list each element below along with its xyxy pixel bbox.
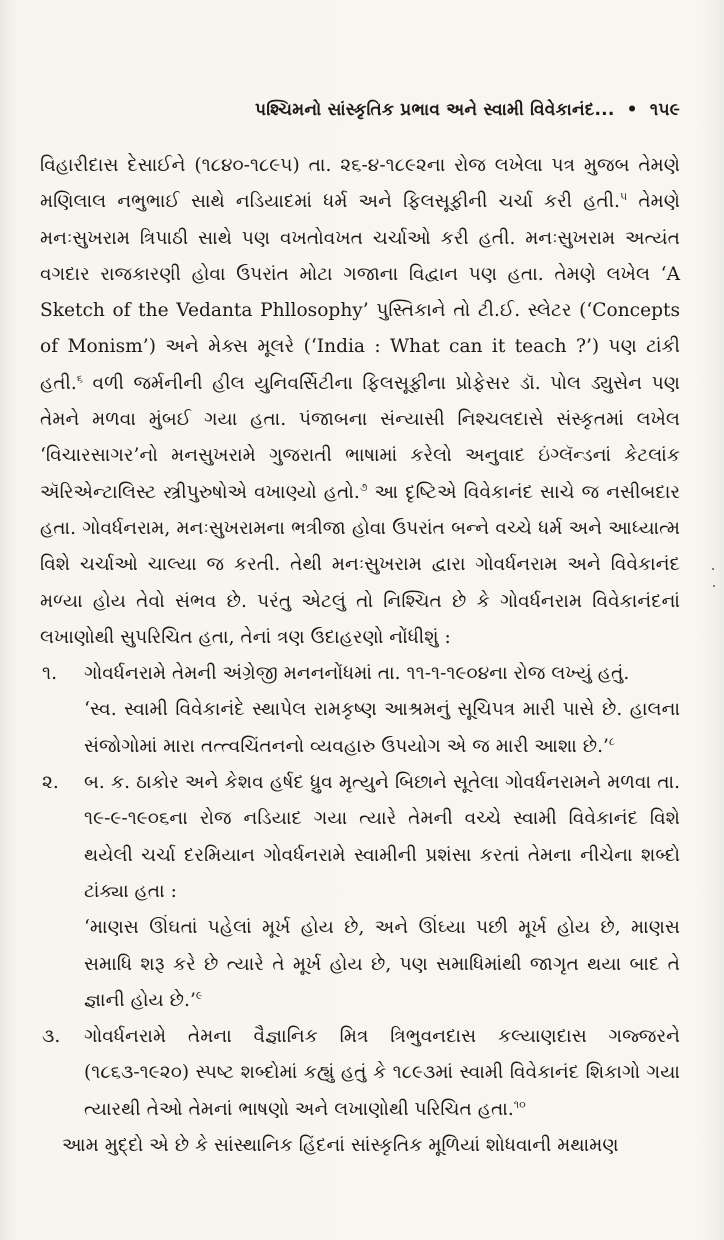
page-speck — [712, 568, 714, 570]
intro-text-1: વિહારીદાસ દેસાઈને (૧૮૪૦-૧૮૯૫) તા. ૨૬-૪-૧૮૯૨ના રોજ લખેલા પત્ર મુજબ તેમણે મણિલાલ નભુભાઈ સાથે નડિયાદમાં ધર્મ અને ફિલસૂફીની ચર્ચા કરી હતી. — [40, 155, 680, 213]
intro-text-4: આ દૃષ્ટિએ વિવેકાનંદ સાચે જ નસીબદાર હતા. ગોવર્ધનરામ, મનઃસુખરામના ભત્રીજા હોવા ઉપરાંત બન્ને વચ્ચે ધર્મ અને આધ્યાત્મ વિશે ચર્ચાઓ ચાલ્યા જ કરતી. તેથી મનઃસુખરામ દ્વારા ગોવર્ધનરામ અને વિવેકાનંદ મળ્યા હોય તેવો સંભવ છે. પરંતુ એટલું તો નિશ્ચિત છે કે ગોવર્ધનરામ વિવેકાનંદનાં લખાણોથી સુપરિચિત હતા, તેનાં ત્રણ ઉદાહરણો નોંધીશું : — [40, 481, 680, 648]
quote-text: ‘સ્વ. સ્વામી વિવેકાનંદે સ્થાપેલ રામકૃષ્ણ આશ્રમનું સૂચિપત્ર મારી પાસે છે. હાલના સંજોગોમાં મારા તત્ત્વચિંતનનો વ્યવહારુ ઉપયોગ એ જ મારી આશા છે.’ — [84, 699, 680, 757]
page-number: ૧૫૯ — [649, 100, 680, 120]
list-item — [40, 1019, 680, 1128]
quote-text: ‘માણસ ઊંઘતાં પહેલાં મૂર્ખ હોય છે, અને ઊંઘ્યા પછી મૂર્ખ હોય છે, માણસ સમાધિ શરૂ કરે છે ત્યારે તે મૂર્ખ હોય છે, પણ સમાધિમાંથી જાગૃત થયા બાદ તે જ્ઞાની હોય છે.’ — [84, 917, 680, 1011]
list-item-text — [84, 1019, 680, 1128]
list-item — [40, 656, 680, 765]
intro-text-2: તેમણે મનઃસુખરામ ત્રિપાઠી સાથે પણ વખતોવખત ચર્ચાઓ કરી હતી. મનઃસુખરામ અત્યંત વગદાર રાજકારણી હોવા ઉપરાંત મોટા ગજાના વિદ્વાન પણ હતા. તેમણે લખેલ ‘A Sketch of the Vedanta Phllosophy’ પુસ્તિકાને તો ટી.ઈ. સ્લેટર (‘Concepts of Monism’) અને મેક્સ મૂલરે (‘India : What can it teach ?’) પણ ટાંકી હતી. — [40, 191, 680, 394]
header-bullet: • — [626, 100, 638, 120]
closing-paragraph: આમ મુદ્દો એ છે કે સાંસ્થાનિક હિંદનાં સાંસ્કૃતિક મૂળિયાં શોધવાની મથામણ — [62, 1135, 619, 1157]
footnote-ref-5: ૫ — [619, 190, 628, 204]
page-speck — [713, 585, 715, 587]
list-item — [40, 765, 680, 1019]
list-number: ૩. — [42, 1026, 61, 1048]
footnote-ref-10: ૧૦ — [513, 1097, 526, 1111]
intro-text-3: વળી જર્મનીની હીલ યુનિવર્સિટીના ફિલસૂફીના પ્રોફેસર ડૉ. પોલ ડ્યુસેન પણ તેમને મળવા મુંબઈ ગયા હતા. પંજાબના સંન્યાસી નિશ્ચલદાસે સંસ્કૃતમાં લખેલ ‘વિચારસાગર’નો મનસુખરામે ગુજરાતી ભાષામાં કરેલો અનુવાદ ઇંગ્લૅન્ડનાં કેટલાંક ઍરિએન્ટાલિસ્ટ સ્ત્રીપુરુષોએ વખાણ્યો હતો. — [40, 372, 680, 503]
list-item-body: ગોવર્ધનરામે તેમના વૈજ્ઞાનિક મિત્ર ત્રિભુવનદાસ કલ્યાણદાસ ગજ્જરને (૧૮૬૩-૧૯૨૦) સ્પષ્ટ શબ્દોમાં કહ્યું હતું કે ૧૮૯૩માં સ્વામી વિવેકાનંદ શિકાગો ગયા ત્યારથી તેઓ તેમનાં ભાષણો અને લખાણોથી પરિચિત હતા. — [84, 1026, 680, 1120]
header-title: પશ્ચિમનો સાંસ્કૃતિક પ્રભાવ અને સ્વામી વિવેકાનંદ... — [255, 100, 615, 120]
intro-paragraph — [40, 148, 680, 656]
list-number: ૨. — [42, 772, 59, 794]
list-item-text: બ. ક. ઠાકોર અને કેશવ હર્ષદ ધ્રુવ મૃત્યુને બિછાને સૂતેલા ગોવર્ધનરામને મળવા તા. ૧૯-૯-૧૯૦૬ના રોજ નડિયાદ ગયા ત્યારે તેમની વચ્ચે સ્વામી વિવેકાનંદ વિશે થયેલી ચર્ચા દરમિયાન ગોવર્ધનરામે સ્વામીની પ્રશંસા કરતાં તેમના નીચેના શબ્દો ટાંક્યા હતા : — [84, 772, 680, 902]
body-text — [40, 148, 680, 1164]
footnote-ref-8: ૮ — [608, 734, 616, 748]
examples-list — [40, 656, 680, 1128]
list-item-quote — [84, 692, 680, 765]
footnote-ref-6: ૬ — [76, 371, 83, 385]
footnote-ref-7: ૭ — [359, 480, 368, 494]
running-header — [150, 100, 680, 120]
list-item-quote — [84, 910, 680, 1019]
list-item-text: ગોવર્ધનરામે તેમની અંગ્રેજી મનનનોંધમાં તા. ૧૧-૧-૧૯૦૪ના રોજ લખ્યું હતું. — [84, 663, 630, 685]
footnote-ref-9: ૯ — [195, 988, 203, 1002]
list-number: ૧. — [42, 663, 58, 685]
